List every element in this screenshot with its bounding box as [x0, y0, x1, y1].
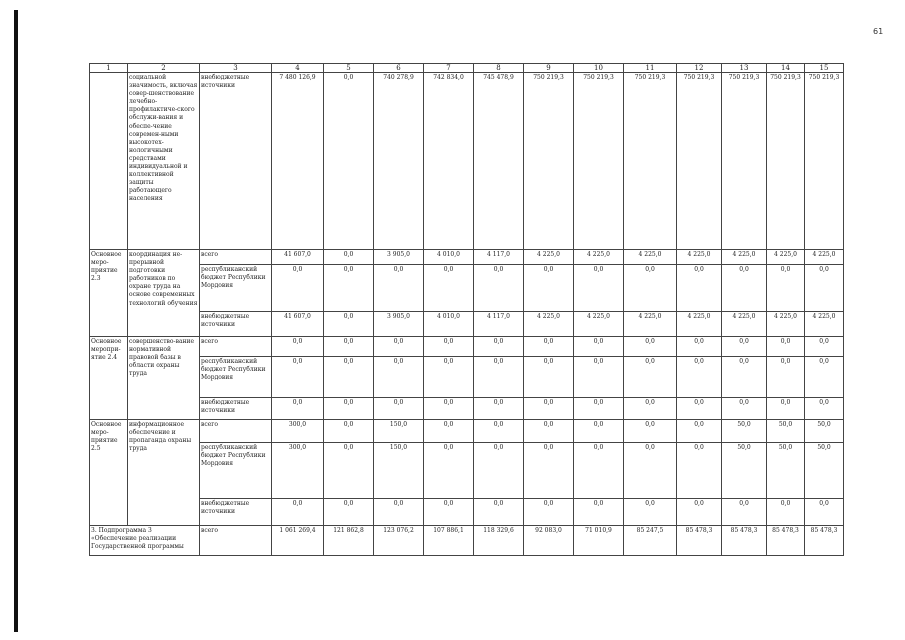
column-number: 14 [767, 64, 805, 73]
table-cell: социальной значимость, включая совер-шенствование лечебно-профилактиче-ского обслужи-вания и обеспе-чение современ-ными высокотех-нологичными средствами индивидуальной и коллективной защиты работающего населения [128, 73, 200, 250]
table-cell: Основное меро-приятие 2.5 [90, 420, 128, 526]
table-cell: 0,0 [574, 398, 624, 420]
table-cell: 4 225,0 [574, 312, 624, 337]
table-cell: 123 076,2 [374, 526, 424, 556]
table-cell: 121 862,8 [324, 526, 374, 556]
table-cell: 7 480 126,9 [272, 73, 324, 250]
table-cell: 0,0 [324, 337, 374, 357]
table-cell: 0,0 [574, 357, 624, 398]
table-cell: 0,0 [624, 499, 677, 526]
table-cell: 750 219,3 [677, 73, 722, 250]
table-cell: 4 225,0 [677, 250, 722, 265]
table-cell: 0,0 [524, 499, 574, 526]
table-cell: 300,0 [272, 443, 324, 499]
table-cell: 0,0 [324, 265, 374, 312]
table-cell: 0,0 [677, 265, 722, 312]
table-cell: 0,0 [474, 357, 524, 398]
table-cell: 0,0 [805, 398, 844, 420]
table-cell: 0,0 [624, 265, 677, 312]
table-cell: 4 225,0 [624, 312, 677, 337]
table-cell: 0,0 [722, 398, 767, 420]
table-cell: 0,0 [767, 337, 805, 357]
column-number: 3 [200, 64, 272, 73]
table-cell: 4 010,0 [424, 312, 474, 337]
table-cell: 50,0 [767, 420, 805, 443]
row-2-3-republic [90, 265, 844, 312]
table-cell: 3 905,0 [374, 312, 424, 337]
table-cell: Основное меропри-ятие 2.4 [90, 337, 128, 420]
column-number: 1 [90, 64, 128, 73]
table-cell: 150,0 [374, 443, 424, 499]
table-cell: 4 117,0 [474, 312, 524, 337]
row-2-4-extrabudget [90, 398, 844, 420]
table-cell: 0,0 [805, 499, 844, 526]
table-cell: 4 225,0 [677, 312, 722, 337]
table-cell: 0,0 [374, 398, 424, 420]
table-cell: 4 225,0 [805, 250, 844, 265]
table-cell: 750 219,3 [767, 73, 805, 250]
table-cell: 107 886,1 [424, 526, 474, 556]
table-cell: 4 225,0 [722, 312, 767, 337]
table-cell: 750 219,3 [805, 73, 844, 250]
table-cell: 0,0 [424, 420, 474, 443]
table-cell: 0,0 [524, 398, 574, 420]
table-cell: 4 010,0 [424, 250, 474, 265]
table-cell: 0,0 [424, 357, 474, 398]
table-cell: 0,0 [805, 357, 844, 398]
table-cell: 0,0 [677, 443, 722, 499]
table-cell: 50,0 [805, 443, 844, 499]
column-number: 9 [524, 64, 574, 73]
budget-table [89, 63, 844, 556]
table-cell: 0,0 [374, 337, 424, 357]
column-number: 5 [324, 64, 374, 73]
table-cell: 71 010,9 [574, 526, 624, 556]
table-cell: 85 478,3 [767, 526, 805, 556]
row-cont-extrabudget [90, 73, 844, 250]
table-cell: 4 225,0 [767, 312, 805, 337]
table-cell: 4 225,0 [524, 250, 574, 265]
column-number: 4 [272, 64, 324, 73]
table-cell: 0,0 [424, 499, 474, 526]
column-number: 7 [424, 64, 474, 73]
table-cell: 0,0 [677, 499, 722, 526]
table-cell: внебюджетные источники [200, 398, 272, 420]
table-cell: 0,0 [272, 337, 324, 357]
table-cell: 85 478,3 [677, 526, 722, 556]
table-cell: 118 329,6 [474, 526, 524, 556]
column-number: 2 [128, 64, 200, 73]
table-cell: Основное меро-приятие 2.3 [90, 250, 128, 337]
row-2-5-republic [90, 443, 844, 499]
table-cell: 0,0 [722, 265, 767, 312]
table-cell: 0,0 [624, 357, 677, 398]
table-cell: 0,0 [374, 499, 424, 526]
table-cell: 0,0 [574, 337, 624, 357]
column-number: 8 [474, 64, 524, 73]
table-cell: 0,0 [272, 357, 324, 398]
table-cell: 742 834,0 [424, 73, 474, 250]
table-cell: республиканский бюджет Республики Мордовия [200, 265, 272, 312]
table-cell: 4 225,0 [574, 250, 624, 265]
table-cell: 0,0 [374, 357, 424, 398]
table-cell: 0,0 [524, 265, 574, 312]
table-cell: 740 278,9 [374, 73, 424, 250]
table-cell: 0,0 [324, 250, 374, 265]
table-cell: 0,0 [677, 337, 722, 357]
table-cell: совершенство-вание нормативной правовой базы в области охраны труда [128, 337, 200, 420]
table-cell: 150,0 [374, 420, 424, 443]
table-cell: 41 607,0 [272, 312, 324, 337]
table-cell: всего [200, 420, 272, 443]
table-cell: 0,0 [424, 265, 474, 312]
table-cell: 50,0 [722, 443, 767, 499]
table-cell: 4 225,0 [805, 312, 844, 337]
table-cell: 0,0 [624, 443, 677, 499]
table-cell: 0,0 [574, 265, 624, 312]
table-cell: 0,0 [524, 357, 574, 398]
column-number: 15 [805, 64, 844, 73]
table-cell: 4 225,0 [722, 250, 767, 265]
table-cell: 4 225,0 [524, 312, 574, 337]
table-cell: республиканский бюджет Республики Мордовия [200, 443, 272, 499]
table-cell: 0,0 [474, 443, 524, 499]
table-cell: 4 225,0 [767, 250, 805, 265]
table-cell: 0,0 [474, 499, 524, 526]
table-cell: 0,0 [624, 337, 677, 357]
table-cell: 0,0 [574, 443, 624, 499]
table-cell: 50,0 [722, 420, 767, 443]
table-cell [90, 73, 128, 250]
table-cell: 0,0 [524, 443, 574, 499]
table-cell: 0,0 [324, 312, 374, 337]
table-cell: 0,0 [424, 337, 474, 357]
table-cell: всего [200, 526, 272, 556]
row-sub3-total [90, 526, 844, 556]
table-cell: 0,0 [272, 499, 324, 526]
row-2-3-total [90, 250, 844, 265]
row-2-5-extrabudget [90, 499, 844, 526]
table-cell: 0,0 [574, 420, 624, 443]
table-cell: 4 117,0 [474, 250, 524, 265]
table-cell: 0,0 [324, 73, 374, 250]
table-cell: 0,0 [805, 265, 844, 312]
table-cell: 0,0 [722, 357, 767, 398]
table-cell: 0,0 [374, 265, 424, 312]
table-cell: 0,0 [767, 265, 805, 312]
table-cell: республиканский бюджет Республики Мордовия [200, 357, 272, 398]
column-number-row [90, 64, 844, 73]
table-cell: 0,0 [324, 398, 374, 420]
table-cell: 0,0 [767, 398, 805, 420]
table-cell: 0,0 [474, 337, 524, 357]
table-cell: внебюджетные источники [200, 499, 272, 526]
table-cell: 50,0 [805, 420, 844, 443]
table-cell: 4 225,0 [624, 250, 677, 265]
column-number: 13 [722, 64, 767, 73]
table-cell: 0,0 [677, 357, 722, 398]
row-2-4-total [90, 337, 844, 357]
table-cell: 0,0 [722, 499, 767, 526]
table-cell: 0,0 [424, 398, 474, 420]
table-cell: 0,0 [272, 398, 324, 420]
table-cell: 750 219,3 [574, 73, 624, 250]
table-cell: 0,0 [767, 357, 805, 398]
scan-edge-bar [14, 10, 18, 632]
table-cell: 0,0 [474, 420, 524, 443]
table-cell: 0,0 [474, 398, 524, 420]
table-cell: 50,0 [767, 443, 805, 499]
table-cell: 0,0 [324, 357, 374, 398]
table-cell: 85 247,5 [624, 526, 677, 556]
table-cell: 0,0 [624, 398, 677, 420]
table-cell: 3. Подпрограмма 3 «Обеспечение реализации Государственной программы [90, 526, 200, 556]
row-2-3-extrabudget [90, 312, 844, 337]
column-number: 10 [574, 64, 624, 73]
column-number: 6 [374, 64, 424, 73]
table-cell: 0,0 [324, 420, 374, 443]
column-number: 11 [624, 64, 677, 73]
table-cell: 750 219,3 [524, 73, 574, 250]
row-2-4-republic [90, 357, 844, 398]
table-cell: 0,0 [524, 420, 574, 443]
table-cell: 0,0 [524, 337, 574, 357]
table-cell: 0,0 [272, 265, 324, 312]
column-number: 12 [677, 64, 722, 73]
table-cell: 0,0 [324, 443, 374, 499]
table-cell: 1 061 269,4 [272, 526, 324, 556]
table-cell: внебюджетные источники [200, 312, 272, 337]
table-cell: 0,0 [767, 499, 805, 526]
page-number: 61 [873, 27, 884, 36]
row-2-5-total [90, 420, 844, 443]
table-cell: 0,0 [324, 499, 374, 526]
table-cell: 0,0 [677, 398, 722, 420]
table-cell: внебюджетные источники [200, 73, 272, 250]
table-cell: информационное обеспечение и пропаганда охраны труда [128, 420, 200, 526]
table-cell: 0,0 [722, 337, 767, 357]
table-cell: 745 478,9 [474, 73, 524, 250]
table-cell: всего [200, 250, 272, 265]
table-cell: координация не-прерывной подготовки работников по охране труда на основе современных технологий обучения [128, 250, 200, 337]
table-cell: 0,0 [574, 499, 624, 526]
table-cell: всего [200, 337, 272, 357]
table-cell: 85 478,3 [805, 526, 844, 556]
table-cell: 92 083,0 [524, 526, 574, 556]
table-cell: 3 905,0 [374, 250, 424, 265]
table-cell: 0,0 [624, 420, 677, 443]
table-cell: 750 219,3 [722, 73, 767, 250]
table-cell: 85 478,3 [722, 526, 767, 556]
table-cell: 41 607,0 [272, 250, 324, 265]
table-cell: 0,0 [677, 420, 722, 443]
table-cell: 300,0 [272, 420, 324, 443]
table-cell: 0,0 [805, 337, 844, 357]
table-cell: 0,0 [474, 265, 524, 312]
table-cell: 0,0 [424, 443, 474, 499]
table-cell: 750 219,3 [624, 73, 677, 250]
